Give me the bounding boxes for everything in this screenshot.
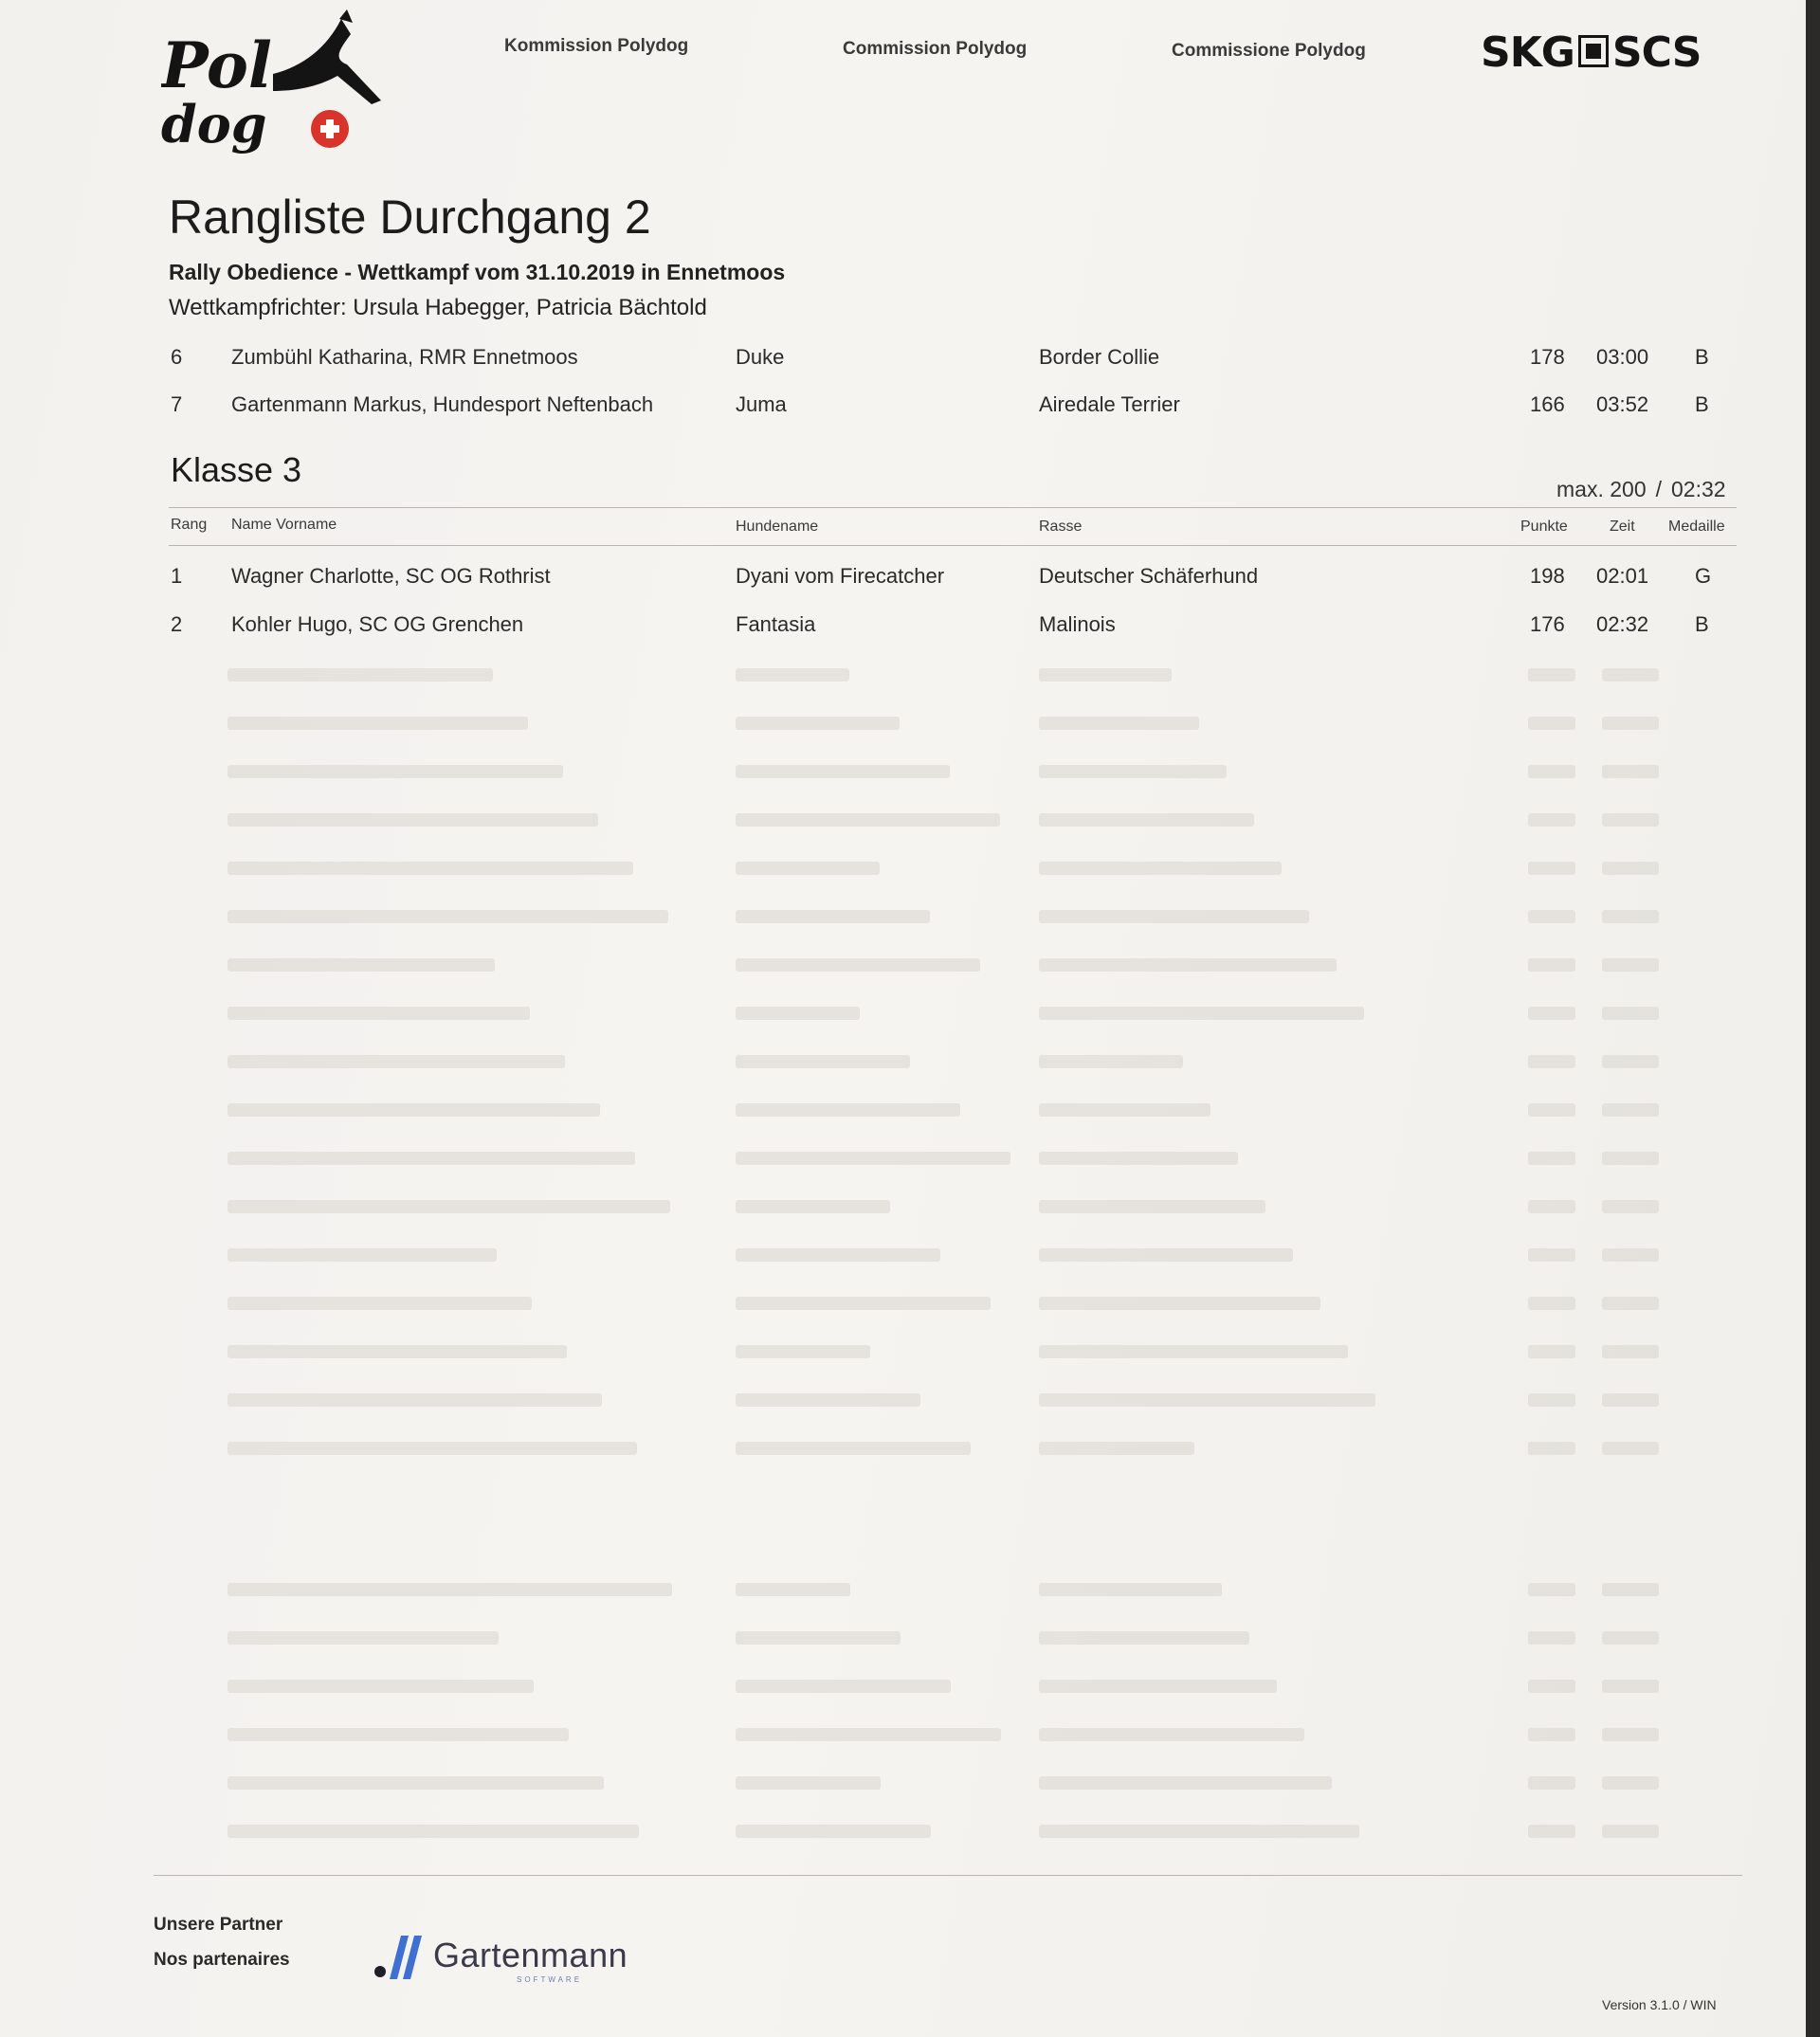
show-through-mark [228,1103,600,1117]
skg-logo-left: SKG [1481,28,1574,77]
show-through-mark [1602,1007,1659,1020]
table-row [0,612,1806,645]
show-through-mark [228,1776,604,1790]
show-through-mark [1528,910,1575,923]
show-through-mark [736,1103,960,1117]
table-row [0,564,1806,596]
show-through-mark [736,668,849,682]
show-through-mark [228,1007,530,1020]
medal-cell: B [1695,345,1709,369]
name-cell: Wagner Charlotte, SC OG Rothrist [231,564,551,588]
show-through-mark [1602,1248,1659,1262]
show-through-mark [736,1055,910,1068]
show-through-mark [1528,765,1575,778]
show-through-mark [1039,1248,1293,1262]
column-header-name: Name Vorname [231,517,337,533]
show-through-mark [1039,1776,1332,1790]
skg-logo-right: SCS [1611,28,1702,77]
show-through-mark [228,1680,534,1693]
show-through-mark [736,958,980,972]
show-through-mark [1602,1152,1659,1165]
svg-text:dog: dog [161,94,267,155]
show-through-mark [736,813,1000,827]
show-through-mark [1039,717,1199,730]
show-through-mark [1602,1442,1659,1455]
show-through-mark [736,862,880,875]
time-cell: 02:32 [1596,612,1649,636]
show-through-mark [1602,910,1659,923]
max-info [1556,477,1726,502]
show-through-mark [1528,958,1575,972]
show-through-mark [1039,862,1282,875]
version-label: Version 3.1.0 / WIN [1602,1997,1717,2012]
points-cell: 198 [1530,564,1565,588]
show-through-mark [736,1680,951,1693]
show-through-mark [736,1007,860,1020]
show-through-mark [228,1825,639,1838]
show-through-mark [1528,1680,1575,1693]
show-through-mark [1039,1007,1364,1020]
show-through-mark [1528,1825,1575,1838]
time-cell: 03:00 [1596,345,1649,369]
dog-name-cell: Fantasia [736,612,816,636]
show-through-mark [1602,1631,1659,1645]
show-through-mark [736,1728,1001,1741]
show-through-mark [228,1248,497,1262]
show-through-mark [228,910,668,923]
breed-cell: Airedale Terrier [1039,392,1180,416]
show-through-mark [736,765,950,778]
header-kommission-de: Kommission Polydog [504,36,689,56]
show-through-mark [1039,1728,1304,1741]
show-through-mark [228,1583,672,1596]
show-through-mark [228,1728,569,1741]
gartenmann-logo [373,1922,647,1989]
name-cell: Gartenmann Markus, Hundesport Neftenbach [231,392,654,416]
show-through-mark [1602,1297,1659,1310]
show-through-mark [736,1393,920,1407]
show-through-mark [1039,813,1254,827]
column-header-rang: Rang [171,517,208,533]
page-title: Rangliste Durchgang 2 [169,191,651,244]
show-through-mark [1039,1442,1194,1455]
header-commissione-it: Commissione Polydog [1172,41,1366,61]
show-through-mark [1528,1776,1575,1790]
rank-cell: 7 [171,392,183,416]
skg-scs-logo [1481,28,1737,93]
show-through-mark [1039,1631,1249,1645]
judges-line: Wettkampfrichter: Ursula Habegger, Patricia Bächtold [169,295,707,320]
table-row [0,392,1806,425]
points-cell: 166 [1530,392,1565,416]
show-through-mark [736,717,900,730]
show-through-mark [1528,1248,1575,1262]
show-through-mark [736,910,930,923]
show-through-mark [1528,1055,1575,1068]
show-through-mark [1602,1825,1659,1838]
rank-cell: 1 [171,564,183,588]
show-through-mark [736,1825,931,1838]
show-through-mark [736,1200,890,1213]
name-cell: Zumbühl Katharina, RMR Ennetmoos [231,345,578,369]
show-through-mark [1039,1393,1375,1407]
show-through-mark [1602,813,1659,827]
breed-cell: Malinois [1039,612,1116,636]
max-separator: / [1655,477,1662,501]
show-through-mark [1528,1583,1575,1596]
show-through-mark [1602,1345,1659,1358]
partners-label-de: Unsere Partner [154,1915,283,1935]
show-through-mark [736,1583,850,1596]
show-through-mark [228,717,528,730]
column-header-rasse: Rasse [1039,518,1083,535]
show-through-mark [228,1631,499,1645]
svg-text:Pol: Pol [161,28,272,102]
show-through-mark [736,1152,1010,1165]
show-through-mark [1039,1583,1222,1596]
dog-name-cell: Duke [736,345,785,369]
divider [169,507,1737,508]
show-through-mark [1528,1631,1575,1645]
dog-name-cell: Juma [736,392,787,416]
show-through-mark [1039,1152,1238,1165]
show-through-mark [228,1297,532,1310]
show-through-mark [1602,1103,1659,1117]
rank-cell: 2 [171,612,183,636]
polydog-logo [161,9,398,156]
show-through-mark [228,1393,602,1407]
header-commission-fr: Commission Polydog [843,39,1028,59]
show-through-mark [1039,765,1227,778]
show-through-mark [1602,1583,1659,1596]
skg-emblem-icon [1578,35,1609,67]
show-through-mark [1039,1200,1265,1213]
show-through-mark [1528,1393,1575,1407]
footer-divider [154,1875,1742,1876]
show-through-mark [228,1200,670,1213]
dog-name-cell: Dyani vom Firecatcher [736,564,945,588]
show-through-mark [1528,1728,1575,1741]
show-through-mark [1602,1680,1659,1693]
column-header-punkte: Punkte [1520,518,1568,535]
partners-label-fr: Nos partenaires [154,1950,290,1970]
show-through-mark [1528,862,1575,875]
show-through-mark [1528,1007,1575,1020]
medal-cell: G [1695,564,1712,588]
show-through-mark [1602,1393,1659,1407]
show-through-mark [1602,1728,1659,1741]
show-through-mark [228,862,633,875]
show-through-mark [1602,717,1659,730]
show-through-mark [1602,668,1659,682]
show-through-mark [228,1152,635,1165]
show-through-mark [736,1248,940,1262]
show-through-mark [736,1297,991,1310]
show-through-mark [1528,813,1575,827]
column-header-zeit: Zeit [1610,518,1635,535]
gartenmann-wordmark: Gartenmann [433,1936,628,1974]
gartenmann-subline: SOFTWARE [517,1975,583,1984]
show-through-mark [1039,1297,1320,1310]
points-cell: 178 [1530,345,1565,369]
gartenmann-mark-icon [373,1930,429,1987]
show-through-mark [1039,958,1337,972]
show-through-mark [1039,1825,1359,1838]
show-through-mark [228,1055,565,1068]
show-through-mark [228,813,598,827]
column-header-medaille: Medaille [1668,518,1725,535]
medal-cell: B [1695,612,1709,636]
column-header-hundename: Hundename [736,518,819,535]
points-cell: 176 [1530,612,1565,636]
show-through-mark [1039,1345,1348,1358]
event-subtitle: Rally Obedience - Wettkampf vom 31.10.2019 in Ennetmoos [169,260,786,284]
show-through-mark [736,1631,901,1645]
show-through-mark [1039,1103,1210,1117]
show-through-mark [1602,765,1659,778]
show-through-mark [1528,1442,1575,1455]
breed-cell: Border Collie [1039,345,1160,369]
show-through-mark [1039,1680,1277,1693]
show-through-mark [1602,958,1659,972]
time-cell: 03:52 [1596,392,1649,416]
show-through-mark [228,1442,637,1455]
breed-cell: Deutscher Schäferhund [1039,564,1259,588]
show-through-mark [1602,1200,1659,1213]
show-through-mark [736,1345,870,1358]
show-through-mark [1528,1345,1575,1358]
max-time: 02:32 [1671,477,1726,501]
medal-cell: B [1695,392,1709,416]
show-through-mark [228,765,563,778]
divider [169,545,1737,546]
show-through-mark [1528,717,1575,730]
show-through-mark [1602,862,1659,875]
time-cell: 02:01 [1596,564,1649,588]
show-through-mark [1528,1103,1575,1117]
show-through-mark [228,1345,567,1358]
rank-cell: 6 [171,345,183,369]
show-through-mark [736,1776,881,1790]
show-through-mark [1528,1152,1575,1165]
class-heading: Klasse 3 [171,450,302,489]
show-through-mark [228,668,493,682]
show-through-mark [1528,1200,1575,1213]
show-through-mark [1039,910,1309,923]
show-through-mark [228,958,495,972]
table-row [0,345,1806,377]
show-through-mark [1528,668,1575,682]
show-through-mark [1039,668,1172,682]
show-through-mark [1528,1297,1575,1310]
show-through-mark [1602,1055,1659,1068]
max-points: max. 200 [1556,477,1647,501]
show-through-mark [1602,1776,1659,1790]
show-through-mark [1039,1055,1183,1068]
show-through-mark [736,1442,971,1455]
name-cell: Kohler Hugo, SC OG Grenchen [231,612,524,636]
